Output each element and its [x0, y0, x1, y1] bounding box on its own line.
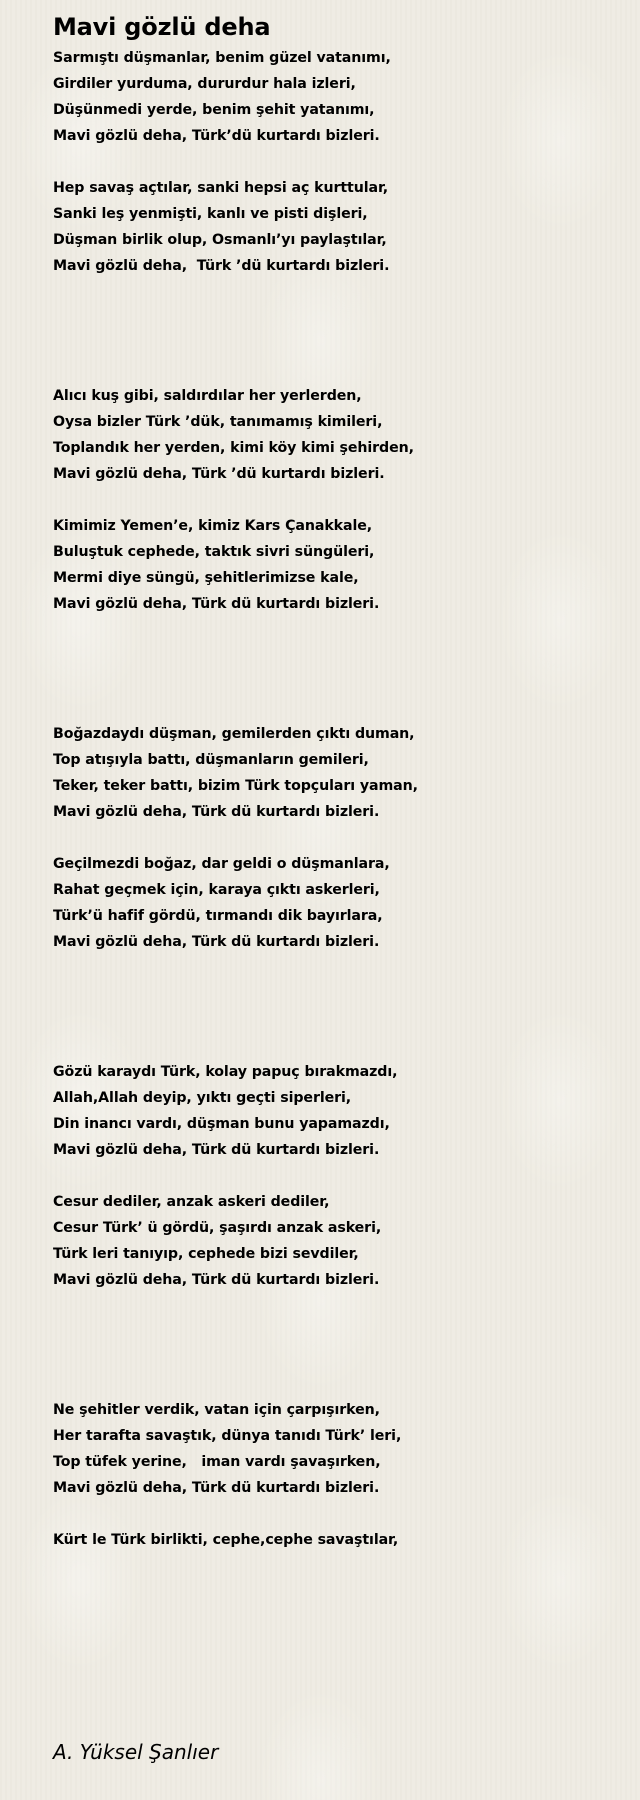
poem-line: Rahat geçmek için, karaya çıktı askerleri,: [53, 882, 380, 898]
stanza-spacer: [53, 279, 613, 383]
poem-line: Boğazdaydı düşman, gemilerden çıktı duman,: [53, 726, 415, 742]
poem-line: Cesur dediler, anzak askeri dediler,: [53, 1194, 330, 1210]
poem-line: Teker, teker battı, bizim Türk topçuları yaman,: [53, 778, 418, 794]
poem-stanza: [53, 1189, 613, 1293]
poem-line: Din inancı vardı, düşman bunu yapamazdı,: [53, 1116, 390, 1132]
poem-stanza: [53, 721, 613, 825]
poem-line: Her tarafta savaştık, dünya tanıdı Türk’ leri,: [53, 1428, 402, 1444]
poem-line: Gözü karaydı Türk, kolay papuç bırakmazdı,: [53, 1064, 398, 1080]
poem-body: [53, 45, 613, 1553]
poem-stanza: [53, 383, 613, 487]
poem-line: Sanki leş yenmişti, kanlı ve pisti dişleri,: [53, 206, 368, 222]
poem-line: Mavi gözlü deha, Türk’dü kurtardı bizleri.: [53, 128, 380, 144]
poem-line: Mermi diye süngü, şehitlerimizse kale,: [53, 570, 359, 586]
poem-line: Buluştuk cephede, taktık sivri süngüleri,: [53, 544, 375, 560]
poem-line: Mavi gözlü deha, Türk dü kurtardı bizleri.: [53, 804, 380, 820]
poem-line: Top atışıyla battı, düşmanların gemileri,: [53, 752, 369, 768]
poem-line: Mavi gözlü deha, Türk ’dü kurtardı bizleri.: [53, 466, 385, 482]
poem-stanza: [53, 175, 613, 279]
poem-author: A. Yüksel Şanlıer: [53, 1740, 219, 1764]
stanza-spacer: [53, 149, 613, 175]
poem-line: Alıcı kuş gibi, saldırdılar her yerlerden,: [53, 388, 362, 404]
stanza-spacer: [53, 1293, 613, 1397]
poem-line: Mavi gözlü deha, Türk dü kurtardı bizleri.: [53, 934, 380, 950]
poem-line: Hep savaş açtılar, sanki hepsi aç kurttular,: [53, 180, 389, 196]
poem-line: Türk leri tanıyıp, cephede bizi sevdiler,: [53, 1246, 359, 1262]
poem-line: Düşman birlik olup, Osmanlı’yı paylaştılar,: [53, 232, 387, 248]
poem-line: Mavi gözlü deha, Türk dü kurtardı bizleri.: [53, 1142, 380, 1158]
poem-line: Kimimiz Yemen’e, kimiz Kars Çanakkale,: [53, 518, 373, 534]
poem-line: Mavi gözlü deha, Türk dü kurtardı bizleri.: [53, 1480, 380, 1496]
poem-line: Cesur Türk’ ü gördü, şaşırdı anzak askeri,: [53, 1220, 382, 1236]
stanza-spacer: [53, 1501, 613, 1527]
poem-line: Mavi gözlü deha, Türk ’dü kurtardı bizleri.: [53, 258, 390, 274]
poem-line: Allah,Allah deyip, yıktı geçti siperleri,: [53, 1090, 352, 1106]
poem-line: Mavi gözlü deha, Türk dü kurtardı bizleri.: [53, 1272, 380, 1288]
poem-line: Kürt le Türk birlikti, cephe,cephe savaştılar,: [53, 1532, 399, 1548]
poem-title: Mavi gözlü deha: [53, 13, 271, 41]
poem-stanza: [53, 1527, 613, 1553]
poem-line: Oysa bizler Türk ’dük, tanımamış kimileri,: [53, 414, 383, 430]
poem-line: Düşünmedi yerde, benim şehit yatanımı,: [53, 102, 375, 118]
poem-stanza: [53, 513, 613, 617]
poem-stanza: [53, 851, 613, 955]
poem-line: Türk’ü hafif gördü, tırmandı dik bayırlara,: [53, 908, 383, 924]
stanza-spacer: [53, 487, 613, 513]
poem-container: [53, 10, 613, 1553]
stanza-spacer: [53, 617, 613, 721]
stanza-spacer: [53, 955, 613, 1059]
stanza-spacer: [53, 825, 613, 851]
poem-line: Girdiler yurduma, dururdur hala izleri,: [53, 76, 356, 92]
stanza-spacer: [53, 1163, 613, 1189]
poem-line: Top tüfek yerine, iman vardı şavaşırken,: [53, 1454, 381, 1470]
poem-line: Mavi gözlü deha, Türk dü kurtardı bizleri.: [53, 596, 380, 612]
poem-line: Ne şehitler verdik, vatan için çarpışırken,: [53, 1402, 380, 1418]
poem-stanza: [53, 1059, 613, 1163]
poem-line: Sarmıştı düşmanlar, benim güzel vatanımı,: [53, 50, 391, 66]
poem-stanza: [53, 1397, 613, 1501]
poem-stanza: [53, 45, 613, 149]
poem-line: Geçilmezdi boğaz, dar geldi o düşmanlara,: [53, 856, 390, 872]
poem-line: Toplandık her yerden, kimi köy kimi şehirden,: [53, 440, 414, 456]
